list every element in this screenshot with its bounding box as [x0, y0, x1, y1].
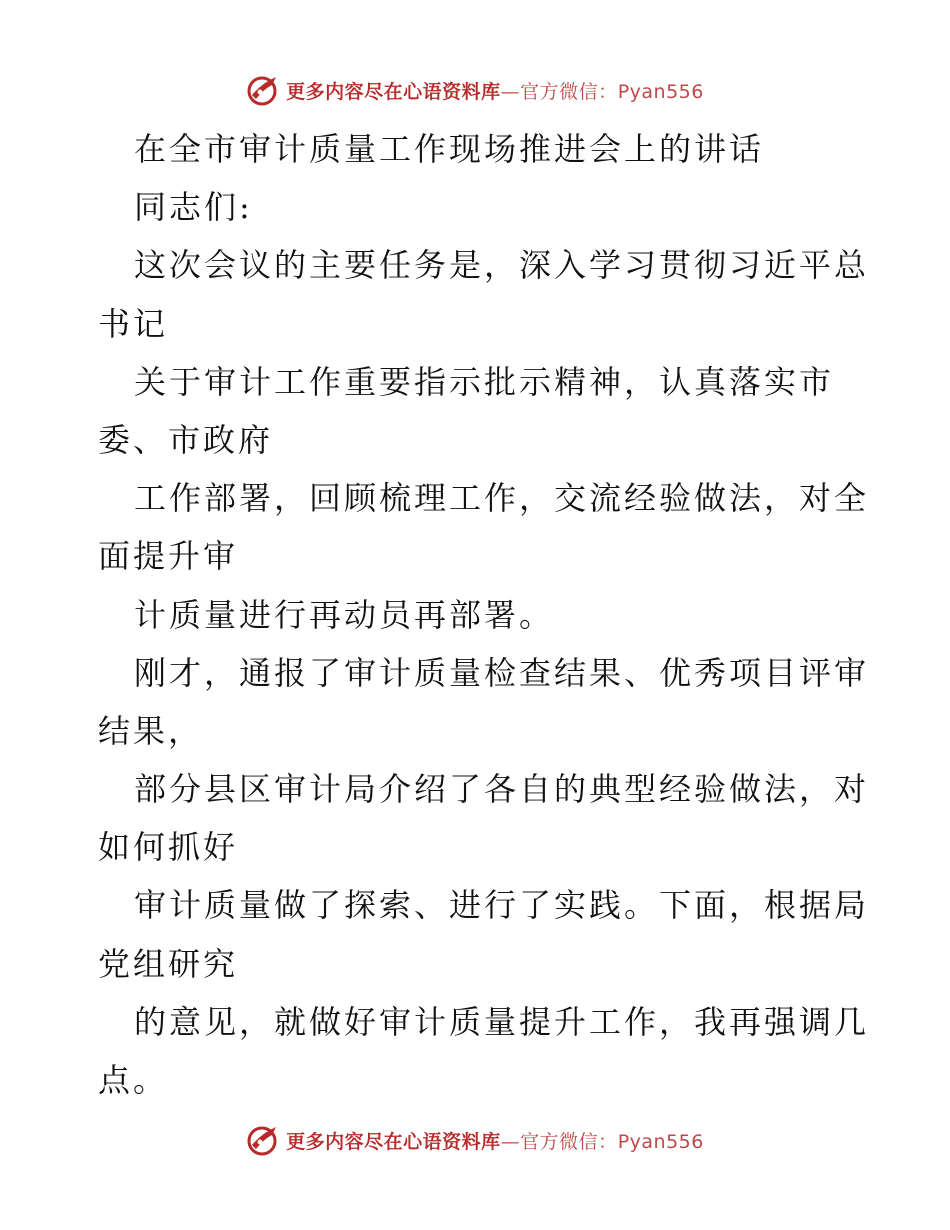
text-line: 审计质量做了探索、进行了实践。下面，根据局: [134, 886, 870, 925]
header-banner-text: 更多内容尽在心语资料库—官方微信：Pyan556: [286, 80, 704, 103]
text-line: 刚才，通报了审计质量检查结果、优秀项目评审: [134, 653, 870, 692]
text-line: 关于审计工作重要指示批示精神，认真落实市: [134, 362, 835, 401]
pen-logo-icon: [246, 1123, 280, 1157]
text-line: 计质量进行再动员再部署。: [134, 595, 555, 634]
footer-banner: [0, 1120, 950, 1160]
text-line: 党组研究: [98, 944, 239, 983]
text-line: 如何抓好: [98, 828, 239, 867]
text-line: 这次会议的主要任务是，深入学习贯彻习近平总: [134, 246, 870, 285]
text-line: 委、市政府: [98, 420, 274, 459]
text-line: 的意见，就做好审计质量提升工作，我再强调几: [134, 1002, 870, 1041]
text-line: 同志们:: [134, 188, 253, 227]
text-line: 工作部署，回顾梳理工作，交流经验做法，对全: [134, 479, 870, 518]
text-line: 面提升审: [98, 537, 239, 576]
document-body: [98, 120, 870, 1109]
text-line: 书记: [98, 304, 169, 343]
pen-logo-icon: [246, 73, 280, 107]
text-line: 结果，: [98, 711, 204, 750]
header-banner: [0, 70, 950, 110]
footer-banner-text: 更多内容尽在心语资料库—官方微信：Pyan556: [286, 1130, 704, 1153]
document-title: 在全市审计质量工作现场推进会上的讲话: [134, 130, 765, 168]
text-line: 点。: [98, 1061, 169, 1099]
text-line: 部分县区审计局介绍了各自的典型经验做法，对: [134, 770, 870, 809]
